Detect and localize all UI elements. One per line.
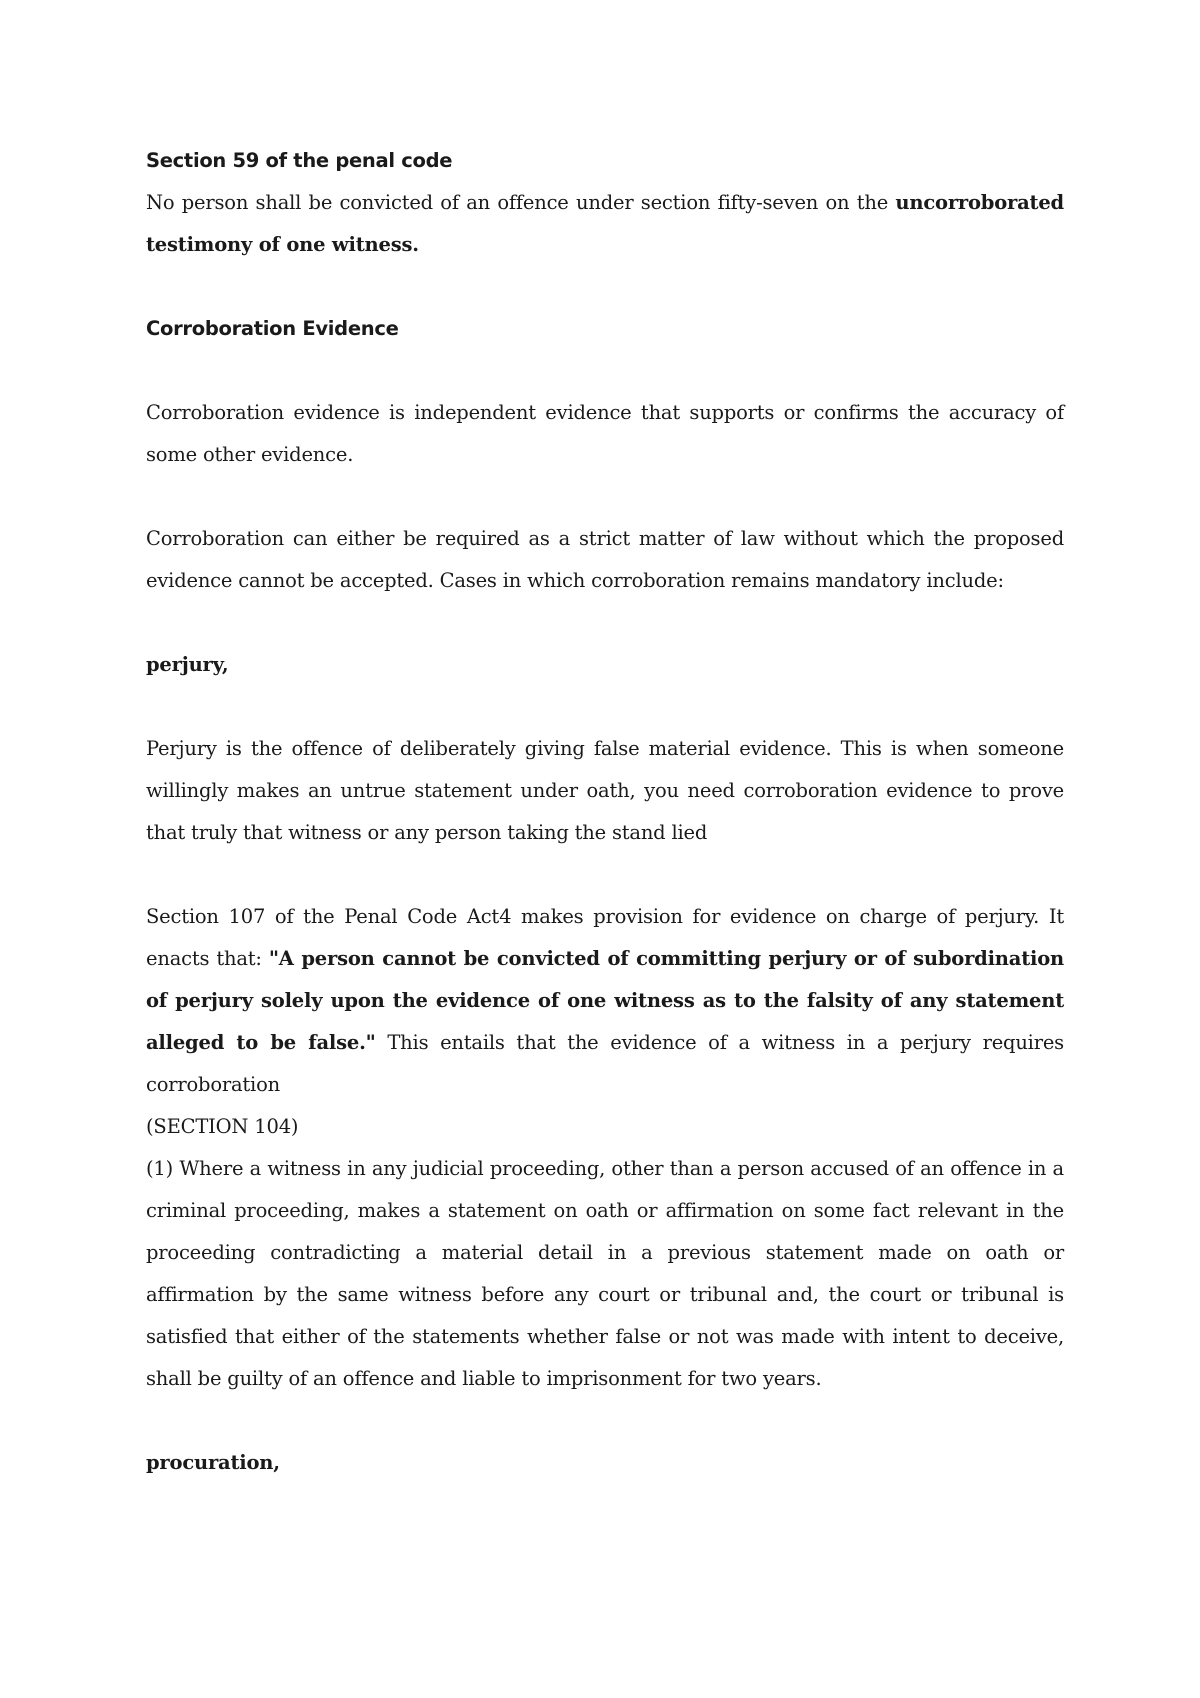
section-59-text-plain: No person shall be convicted of an offence under section fifty-seven on the [146,191,896,214]
corroboration-required-paragraph: Corroboration can either be required as a strict matter of law without which the proposed evidence cannot be accepted. Cases in which corroboration remains mandatory include: [146,527,1064,592]
section-104-paragraph: (1) Where a witness in any judicial proceeding, other than a person accused of an offence in a criminal proceeding, makes a statement on oath or affirmation on some fact relevant in the proceeding contradicting a material detail in a previous statement made on oath or affirmation by the same witness before any court or tribunal and, the court or tribunal is satisfied that either of the statements whether false or not was made with intent to deceive, shall be guilty of an offence and liable to imprisonment for two years. [146,1157,1064,1390]
section-107-quote: "A person cannot be convicted of committing perjury or of subordination of perjury solely upon the evidence of one witness as to the falsity of any statement alleged to be false." [146,947,1064,1054]
procuration-heading: procuration, [146,1451,280,1474]
section-104-title: (SECTION 104) [146,1115,299,1138]
corroboration-evidence-heading: Corroboration Evidence [146,317,399,340]
section-59-text [146,182,1064,266]
section-107-paragraph [146,896,1064,1106]
perjury-heading: perjury, [146,653,229,676]
section-107-intro: Section 107 of the Penal Code Act4 makes provision for evidence on charge of perjury. It enacts that: [146,905,1064,970]
corroboration-definition-paragraph: Corroboration evidence is independent evidence that supports or confirms the accuracy of some other evidence. [146,401,1064,466]
section-59-text-bold: uncorroborated testimony of one witness. [146,191,1064,256]
perjury-paragraph: Perjury is the offence of deliberately giving false material evidence. This is when someone willingly makes an untrue statement under oath, you need corroboration evidence to prove that truly that witness or any person taking the stand lied [146,737,1064,844]
section-107-conclusion: This entails that the evidence of a witness in a perjury requires corroboration [146,1031,1064,1096]
section-59-heading: Section 59 of the penal code [146,149,453,172]
